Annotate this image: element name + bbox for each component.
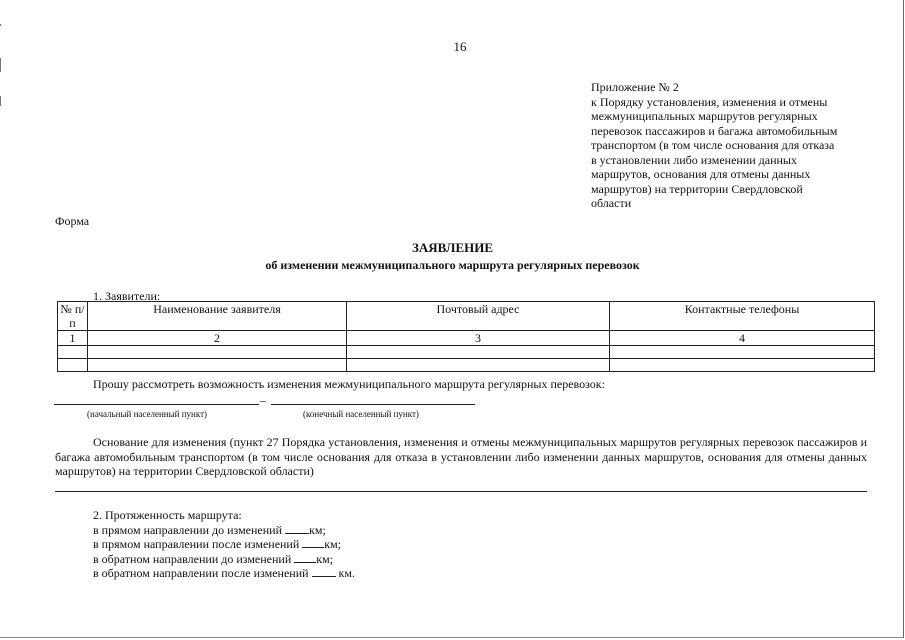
table-cell[interactable] [347,346,610,359]
length-label: в прямом направлении после изменений [93,537,300,551]
basis-field[interactable] [55,491,867,492]
appendix-line: транспортом (в том числе основания для отказа [591,138,835,152]
appendix-line: к Порядку установления, изменения и отмены [591,94,828,109]
end-point-label: (конечный населенный пункт) [303,409,419,419]
scan-mark [0,96,1,106]
table-cell[interactable] [610,359,875,372]
length-unit: км; [309,522,326,537]
header-cell-number: № п/п [58,302,88,331]
length-unit: км; [324,537,342,551]
basis-text: Основание для изменения (пункт 27 Порядка установления, изменения и отмены межмуниципальных маршрутов регулярных перевозок пассажиров и багажа автомобильным транспортом (в том числе основания для отказа в установлении либо изменении данных маршрутов, основания для отмены данных маршрутов) на территории Свердловской области) [55,435,867,478]
table-row [58,346,875,359]
request-text: Прошу рассмотреть возможность изменения межмуниципального маршрута регулярных перевозок: [93,377,605,391]
table-cell[interactable] [88,346,347,359]
header-cell-address: Почтовый адрес [347,302,610,331]
table-header-row [58,302,875,331]
column-number: 1 [58,331,88,346]
appendix-line: маршрутов) на территории Свердловской [591,181,803,196]
basis-paragraph [55,435,867,479]
header-cell-name: Наименование заявителя [88,302,347,331]
length-input[interactable] [285,523,309,534]
appendix-line: межмуниципальных маршрутов регулярных [591,109,818,123]
table-row [58,359,875,372]
length-input[interactable] [294,552,316,563]
start-point-label: (начальный населенный пункт) [87,409,208,419]
form-label: Форма [55,214,90,228]
document-subtitle: об изменении межмуниципального маршрута регулярных перевозок [265,258,640,272]
appendix-line: Приложение № 2 [591,80,679,94]
length-line [93,537,355,552]
table-cell[interactable] [58,359,88,372]
length-label: в обратном направлении после изменений [93,566,309,580]
length-unit: км. [338,566,355,580]
page-number: 16 [453,39,467,54]
start-point-field[interactable] [54,404,259,405]
appendix-note [591,80,881,211]
length-label: в прямом направлении до изменений [93,522,283,537]
column-number: 3 [347,331,610,346]
table-cell[interactable] [347,359,610,372]
header-cell-phones: Контактные телефоны [610,302,875,331]
length-line [93,552,355,567]
appendix-line: перевозок пассажиров и багажа автомобильным [591,123,838,138]
length-unit: км; [316,551,334,566]
route-length-section [93,508,355,581]
route-length-heading: 2. Протяженность маршрута: [93,508,242,522]
length-input[interactable] [302,537,324,548]
scan-mark [0,58,1,72]
length-line [93,523,355,538]
table-cell[interactable] [610,346,875,359]
applicants-heading: 1. Заявители: [93,289,161,303]
scan-mark [0,24,1,26]
end-point-field[interactable] [271,404,475,405]
appendix-line: маршрутов, основания для отмены данных [591,167,811,181]
column-number: 4 [610,331,875,346]
length-input[interactable] [312,566,336,577]
appendix-line: области [591,196,632,210]
table-cell[interactable] [58,346,88,359]
column-number: 2 [88,331,347,346]
length-label: в обратном направлении до изменений [93,551,292,566]
applicants-table [57,301,875,372]
document-title: ЗАЯВЛЕНИЕ [411,240,494,255]
length-line [93,566,355,581]
table-number-row [58,331,875,346]
route-dash: – [260,393,266,407]
appendix-line: в установлении либо изменении данных [591,152,797,167]
table-cell[interactable] [88,359,347,372]
